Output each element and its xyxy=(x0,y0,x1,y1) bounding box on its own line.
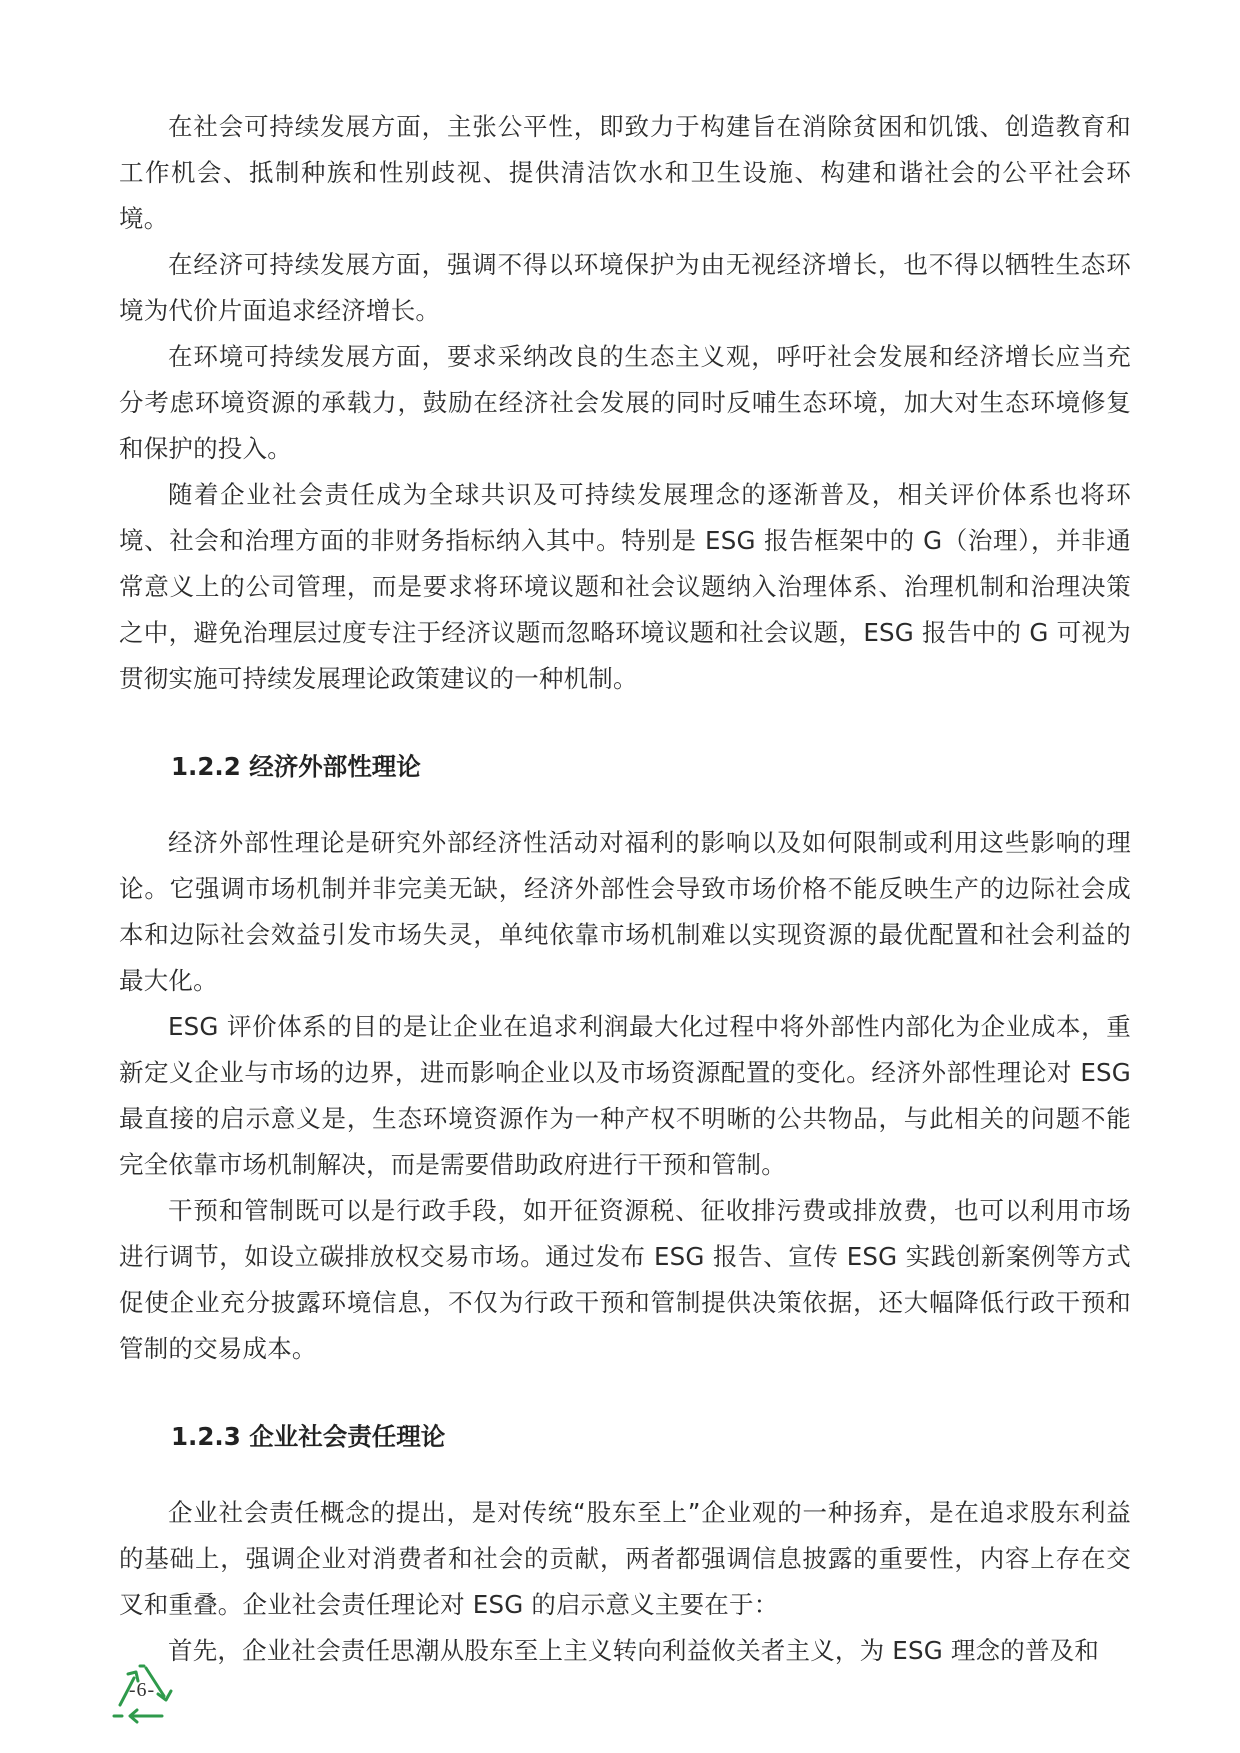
section-heading-externality: 1.2.2 经济外部性理论 xyxy=(171,752,421,781)
spacer xyxy=(119,702,1131,744)
paragraph-csr-first-point: 首先，企业社会责任思潮从股东至上主义转向利益攸关者主义，为 ESG 理念的普及和 xyxy=(168,1636,1100,1665)
paragraph-social-sustainability: 在社会可持续发展方面，主张公平性，即致力于构建旨在消除贫困和饥饿、创造教育和工作机会、抵制种族和性别歧视、提供清洁饮水和卫生设施、构建和谐社会的公平社会环境。 xyxy=(119,112,1131,233)
paragraph-csr-concept: 企业社会责任概念的提出，是对传统“股东至上”企业观的一种扬弃，是在追求股东利益的基础上，强调企业对消费者和社会的贡献，两者都强调信息披露的重要性，内容上存在交叉和重叠。企业社会责任理论对 ESG 的启示意义主要在于： xyxy=(119,1498,1131,1619)
paragraph-intervention-regulation: 干预和管制既可以是行政手段，如开征资源税、征收排污费或排放费，也可以利用市场进行调节，如设立碳排放权交易市场。通过发布 ESG 报告、宣传 ESG 实践创新案例等方式促使企业充分披露环境信息，不仅为行政干预和管制提供决策依据，还大幅降低行政干预和管制的交易成本。 xyxy=(119,1196,1131,1363)
paragraph-esg-evaluation: ESG 评价体系的目的是让企业在追求利润最大化过程中将外部性内部化为企业成本，重新定义企业与市场的边界，进而影响企业以及市场资源配置的变化。经济外部性理论对 ESG 最直接的启示意义是，生态环境资源作为一种产权不明晰的公共物品，与此相关的问题不能完全依靠市场机制解决，而是需要借助政府进行干预和管制。 xyxy=(119,1012,1131,1179)
paragraph-economic-sustainability: 在经济可持续发展方面，强调不得以环境保护为由无视经济增长，也不得以牺牲生态环境为代价片面追求经济增长。 xyxy=(119,250,1131,325)
section-heading-csr: 1.2.3 企业社会责任理论 xyxy=(171,1422,446,1451)
paragraph-externality-theory: 经济外部性理论是研究外部经济性活动对福利的影响以及如何限制或利用这些影响的理论。它强调市场机制并非完美无缺，经济外部性会导致市场价格不能反映生产的边际社会成本和边际社会效益引发市场失灵，单纯依靠市场机制难以实现资源的最优配置和社会利益的最大化。 xyxy=(119,828,1131,995)
page-number: -6- xyxy=(128,1679,156,1701)
spacer xyxy=(119,1372,1131,1414)
paragraph-esg-governance: 随着企业社会责任成为全球共识及可持续发展理念的逐渐普及，相关评价体系也将环境、社会和治理方面的非财务指标纳入其中。特别是 ESG 报告框架中的 G（治理），并非通常意义上的公司管理，而是要求将环境议题和社会议题纳入治理体系、治理机制和治理决策之中，避免治理层过度专注于经济议题而忽略环境议题和社会议题，ESG 报告中的 G 可视为贯彻实施可持续发展理论政策建议的一种机制。 xyxy=(119,480,1131,693)
spacer xyxy=(119,1460,1131,1490)
spacer xyxy=(119,790,1131,820)
page-footer xyxy=(100,1650,184,1734)
paragraph-environmental-sustainability: 在环境可持续发展方面，要求采纳改良的生态主义观，呼吁社会发展和经济增长应当充分考虑环境资源的承载力，鼓励在经济社会发展的同时反哺生态环境，加大对生态环境修复和保护的投入。 xyxy=(119,342,1131,463)
page-content xyxy=(119,104,1131,1674)
